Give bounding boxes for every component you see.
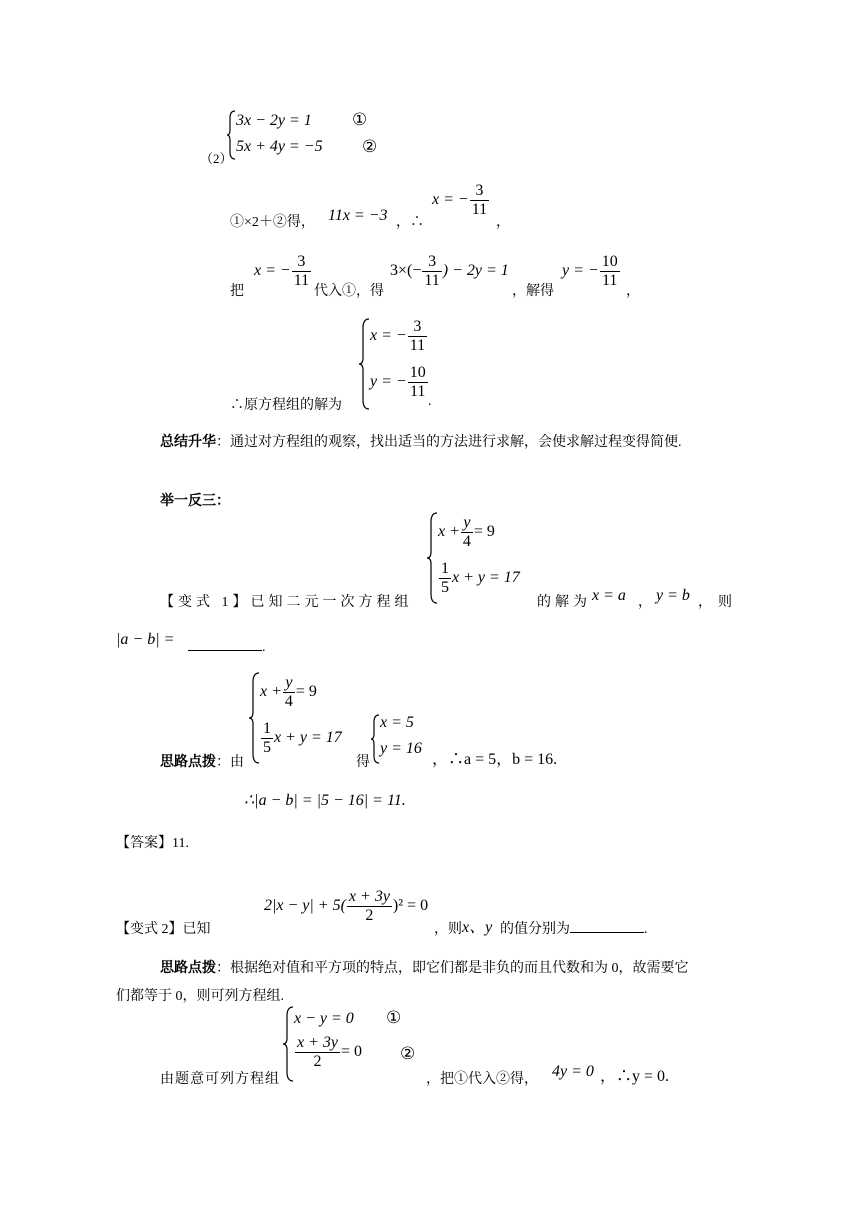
numerator: y [461,514,473,533]
hint2-tail-eq: 4y = 0 [552,1063,594,1080]
hint2-lead: 由题意可列方程组 [160,1072,280,1087]
step1-result [432,182,490,219]
variant1-eq1-b: = 9 [473,523,495,541]
numerator: 10 [601,253,618,270]
hint2-text1: ：根据绝对值和平方项的特点，即它们都是非负的而且代数和为 0，故需要它 [216,961,689,976]
fraction [461,514,473,551]
denominator: 5 [441,579,449,596]
equation-1: 3x − 2y = 1 [236,112,312,129]
solution-y [370,364,429,401]
hint1-eq1-b: = 9 [295,683,317,701]
denominator: 2 [313,1053,322,1070]
fraction [283,674,295,711]
part-label: （2） [200,151,233,166]
answer-1: 【答案】11. [116,836,189,851]
step2-y-result [562,253,621,290]
hint1-line2: ∴|a − b| = |5 − 16| = 11. [244,792,406,809]
fraction [408,364,428,401]
answer-blank[interactable] [188,636,262,651]
step2-tail: ， [626,284,640,299]
circle-marker-1: ① [386,1008,402,1028]
fraction [470,182,489,219]
numerator: 3 [470,182,489,201]
summary-paragraph [160,431,682,451]
hint1-eq2-b: x + y = 17 [274,729,342,747]
fraction [600,253,620,290]
numerator: 3 [408,318,427,337]
hint2-eq2 [294,1034,362,1071]
equation-2: 5x + 4y = −5 [236,138,323,155]
denominator: 11 [424,272,440,289]
step2-expr-b: ) − 2y = 1 [442,262,509,280]
variant1-abs-expr: |a − b| = [116,631,175,648]
numerator: 1 [441,560,449,577]
left-brace [426,512,438,604]
variant1-yb: y = b [656,587,690,604]
step2-expression [390,253,509,290]
hint2-line2: 们都等于 0，则可列方程组. [116,989,284,1004]
numerator: 1 [263,720,271,737]
hint1-label: 思路点拨 [160,755,216,770]
hint2-eq2-b: = 0 [341,1043,363,1061]
numerator: x + 3y [297,1034,338,1051]
variant1-eq1 [438,514,495,551]
fraction [439,560,451,597]
answer-blank[interactable] [570,918,644,933]
practice-heading: 举一反三： [160,494,230,509]
variant2-then: ，则 [434,922,462,937]
hint1-eq1-a: x + [260,683,282,701]
variant1-then: ，则 [698,595,738,610]
variant1-eq2-b: x + y = 17 [452,569,520,587]
step1-result-lhs: x = − [432,191,469,209]
solution-tail: . [428,394,432,409]
variant2-ask [500,918,648,938]
solution-y-lhs: y = − [370,373,407,391]
step1-text: ①×2＋②得， [230,215,315,230]
step2-into: 代入①，得 [314,284,384,299]
variant2-expression [264,888,428,925]
variant1-comma: ， [638,595,652,610]
left-brace [282,1006,294,1082]
denominator: 11 [471,201,488,218]
denominator: 11 [410,383,426,400]
variant1-eq2 [438,560,520,597]
variant2-vars: x、y [462,919,493,936]
variant1-xa: x = a [592,587,626,604]
left-brace [226,110,236,160]
solution-x [370,318,428,355]
hint1-eq2 [260,720,342,757]
fraction [408,318,427,355]
denominator: 11 [409,337,426,354]
variant2-end: . [644,922,648,937]
numerator: x + 3y [348,888,390,905]
solution-lead: ∴原方程组的解为 [230,398,342,413]
left-brace [248,672,260,764]
summary-label: 总结升华 [160,435,216,450]
solution-x-lhs: x = − [370,327,407,345]
hint2-tail-a: ，把①代入②得， [426,1072,538,1087]
fraction [292,253,311,290]
step2-substitute [254,253,312,290]
step1-equation: 11x = −3 [328,207,388,224]
numerator: 3 [292,253,311,272]
numerator: 10 [409,364,426,381]
fraction [422,253,441,290]
step1-tail: ， [496,215,510,230]
hint1-conclude: ，∴a = 5，b = 16. [432,751,558,768]
variant2-ask-text: 的值分别为 [500,922,570,937]
circle-marker-2: ② [400,1044,416,1064]
hint1-sol-y: y = 16 [380,740,422,757]
hint2-label: 思路点拨 [160,961,216,976]
hint1-get: 得 [356,755,370,770]
variant1-label: 【变式 1】已知二元一次方程组 [160,595,413,610]
hint1-eq1 [260,674,317,711]
denominator: 11 [602,272,618,289]
hint2-tail-b: ，∴y = 0. [600,1068,670,1085]
step1-sep: ，∴ [396,215,424,230]
hint1-lead [160,751,244,771]
circle-marker-1: ① [352,110,368,130]
denominator: 4 [462,533,471,550]
summary-text: ：通过对方程组的观察，找出适当的方法进行求解，会使求解过程变得简便. [216,435,682,450]
denominator: 5 [263,739,271,756]
denominator: 11 [293,272,310,289]
left-brace [358,318,370,410]
hint2-line1 [160,957,689,977]
numerator: 3 [422,253,441,272]
hint1-lead-text: ：由 [216,755,244,770]
variant1-mid: 的解为 [537,595,591,610]
hint2-eq1: x − y = 0 [294,1010,354,1027]
step2-expr-a: 3×(− [390,262,422,280]
hint1-sol-x: x = 5 [380,714,414,731]
fraction [261,720,273,757]
denominator: 4 [284,693,293,710]
variant1-eq1-a: x + [438,523,460,541]
variant2-label: 【变式 2】已知 [116,922,211,937]
step2-y-lhs: y = − [562,262,599,280]
step2-solve: ，解得 [512,284,554,299]
variant1-end: . [262,640,266,655]
variant1-answer-blank[interactable] [188,636,266,656]
circle-marker-2: ② [362,137,378,157]
variant2-expr-b: )² = 0 [392,897,429,915]
numerator: y [283,674,295,693]
left-brace [370,714,380,764]
step2-sub-lhs: x = − [254,262,291,280]
step2-lead: 把 [230,284,244,299]
variant2-expr-a: 2|x − y| + 5( [264,897,346,915]
fraction [347,888,392,925]
denominator: 2 [365,907,374,924]
fraction [295,1034,340,1071]
